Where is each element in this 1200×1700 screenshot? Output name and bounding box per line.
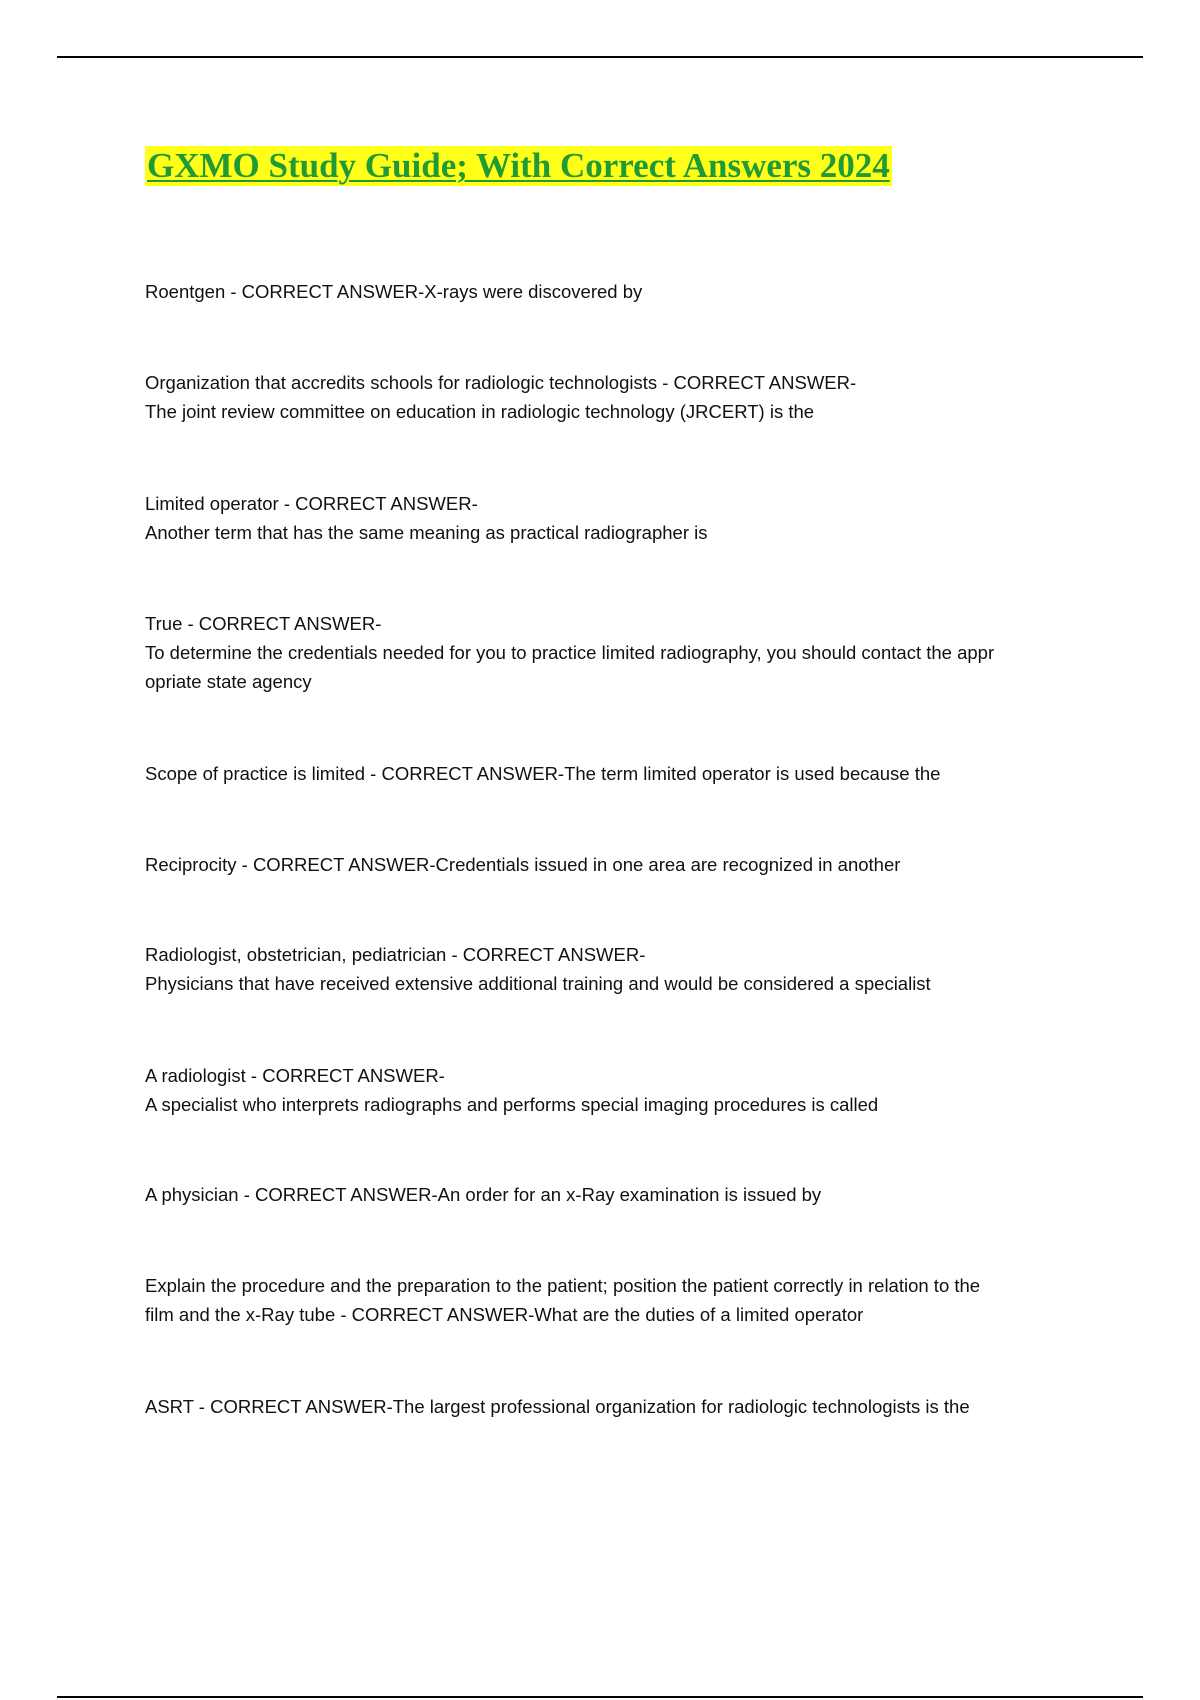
qa-line: opriate state agency [145, 671, 312, 692]
qa-item-7 [145, 940, 1095, 998]
qa-line: To determine the credentials needed for you to practice limited radiography, you should contact the appr [145, 642, 995, 663]
qa-item-11 [145, 1392, 1095, 1421]
qa-line: film and the x-Ray tube - CORRECT ANSWER-What are the duties of a limited operator [145, 1304, 864, 1325]
qa-line: Scope of practice is limited - CORRECT ANSWER-The term limited operator is used because the [145, 763, 941, 784]
qa-item-3 [145, 489, 1095, 547]
qa-line: Limited operator - CORRECT ANSWER- [145, 493, 478, 514]
bottom-rule [57, 1696, 1143, 1698]
qa-line: The joint review committee on education in radiologic technology (JRCERT) is the [145, 401, 815, 422]
qa-line: Explain the procedure and the preparation to the patient; position the patient correctly in relation to the [145, 1275, 981, 1296]
qa-line: True - CORRECT ANSWER- [145, 613, 382, 634]
qa-line: Radiologist, obstetrician, pediatrician - CORRECT ANSWER- [145, 944, 646, 965]
qa-item-4 [145, 609, 1095, 696]
qa-item-8 [145, 1061, 1095, 1119]
qa-item-10 [145, 1271, 1095, 1329]
qa-line: Roentgen - CORRECT ANSWER-X-rays were discovered by [145, 281, 643, 302]
qa-line: Reciprocity - CORRECT ANSWER-Credentials issued in one area are recognized in another [145, 854, 901, 875]
qa-line: A physician - CORRECT ANSWER-An order for an x-Ray examination is issued by [145, 1184, 822, 1205]
qa-line: A radiologist - CORRECT ANSWER- [145, 1065, 445, 1086]
qa-item-2 [145, 368, 1095, 426]
qa-line: Another term that has the same meaning as practical radiographer is [145, 522, 708, 543]
top-rule [57, 56, 1143, 58]
qa-line: ASRT - CORRECT ANSWER-The largest professional organization for radiologic technologists is the [145, 1396, 970, 1417]
qa-line: A specialist who interprets radiographs and performs special imaging procedures is called [145, 1094, 879, 1115]
qa-line: Physicians that have received extensive additional training and would be considered a specialist [145, 973, 931, 994]
qa-item-1 [145, 277, 1095, 306]
title-block [145, 146, 892, 186]
qa-item-6 [145, 850, 1095, 879]
qa-item-9 [145, 1180, 1095, 1209]
page-title: GXMO Study Guide; With Correct Answers 2024 [147, 146, 890, 185]
qa-line: Organization that accredits schools for radiologic technologists - CORRECT ANSWER- [145, 372, 857, 393]
qa-item-5 [145, 759, 1095, 788]
